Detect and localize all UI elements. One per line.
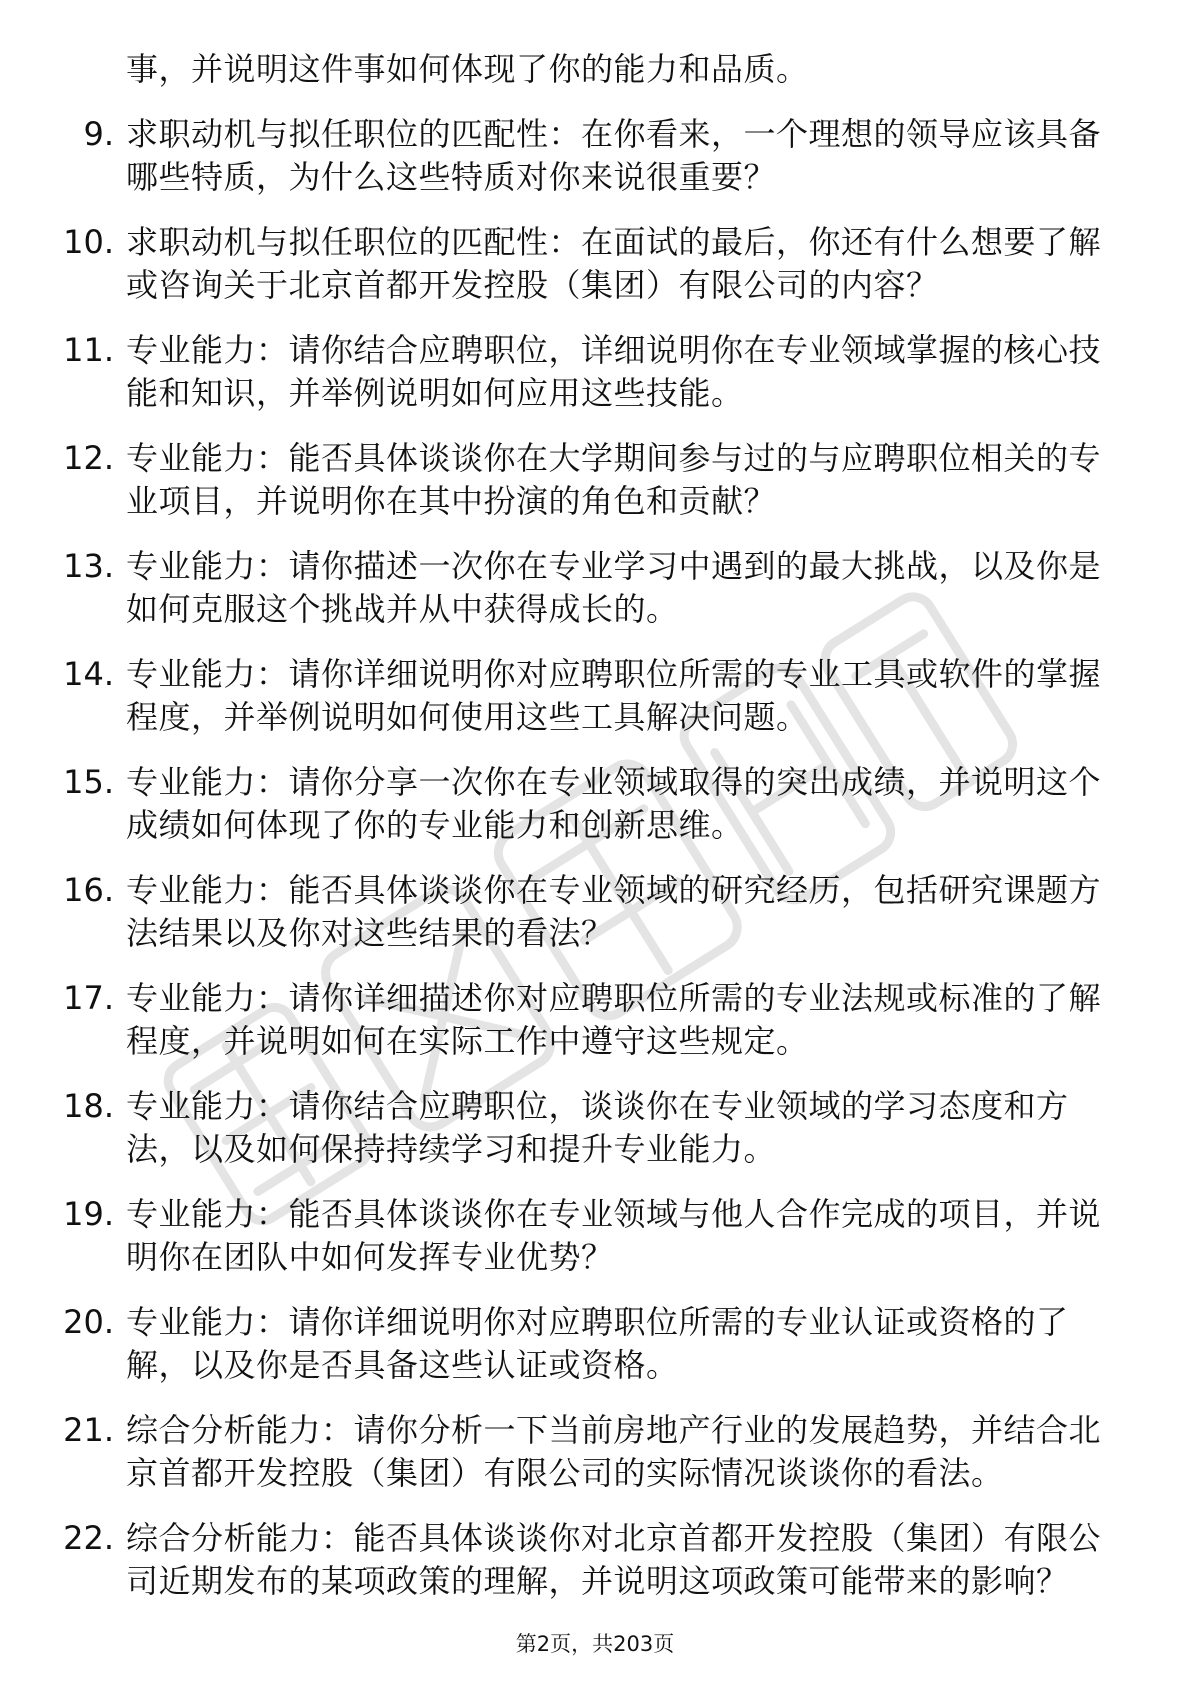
- question-number: 20.: [63, 1303, 114, 1341]
- question-item: [0, 545, 1190, 631]
- question-number: 13.: [63, 547, 114, 585]
- question-number: 19.: [63, 1195, 114, 1233]
- page-number-footer: 第2页，共203页: [515, 1632, 675, 1656]
- question-number: 22.: [63, 1519, 114, 1557]
- question-item: [0, 329, 1190, 415]
- question-text: 专业能力：能否具体谈谈你在专业领域的研究经历，包括研究课题方法结果以及你对这些结果的看法？: [126, 871, 1102, 952]
- question-number: 9.: [83, 115, 114, 153]
- question-item: [0, 1517, 1190, 1603]
- question-item: [0, 1193, 1190, 1279]
- question-text: 专业能力：请你结合应聘职位，详细说明你在专业领域掌握的核心技能和知识，并举例说明如何应用这些技能。: [126, 331, 1102, 412]
- question-text: 综合分析能力：请你分析一下当前房地产行业的发展趋势，并结合北京首都开发控股（集团）有限公司的实际情况谈谈你的看法。: [126, 1411, 1102, 1492]
- question-text: 求职动机与拟任职位的匹配性：在面试的最后，你还有什么想要了解或咨询关于北京首都开发控股（集团）有限公司的内容？: [126, 223, 1102, 304]
- question-item: [0, 113, 1190, 199]
- question-number: 14.: [63, 655, 114, 693]
- question-text: 专业能力：请你详细说明你对应聘职位所需的专业工具或软件的掌握程度，并举例说明如何使用这些工具解决问题。: [126, 655, 1102, 736]
- question-item: [0, 761, 1190, 847]
- question-text: 专业能力：请你分享一次你在专业领域取得的突出成绩，并说明这个成绩如何体现了你的专业能力和创新思维。: [126, 763, 1102, 844]
- question-number: 12.: [63, 439, 114, 477]
- question-item: [0, 977, 1190, 1063]
- question-text: 专业能力：能否具体谈谈你在大学期间参与过的与应聘职位相关的专业项目，并说明你在其中扮演的角色和贡献？: [126, 439, 1102, 520]
- question-text: 专业能力：请你详细说明你对应聘职位所需的专业认证或资格的了解，以及你是否具备这些认证或资格。: [126, 1303, 1069, 1384]
- question-text: 求职动机与拟任职位的匹配性：在你看来，一个理想的领导应该具备哪些特质，为什么这些特质对你来说很重要？: [126, 115, 1102, 196]
- question-text: 专业能力：请你详细描述你对应聘职位所需的专业法规或标准的了解程度，并说明如何在实际工作中遵守这些规定。: [126, 979, 1102, 1060]
- question-item: [0, 1085, 1190, 1171]
- question-number: 10.: [63, 223, 114, 261]
- question-item: [0, 437, 1190, 523]
- question-list: [0, 113, 1190, 1625]
- question-number: 16.: [63, 871, 114, 909]
- question-number: 17.: [63, 979, 114, 1017]
- continuation-text: 事，并说明这件事如何体现了你的能力和品质。: [126, 50, 809, 88]
- question-number: 21.: [63, 1411, 114, 1449]
- question-item: [0, 869, 1190, 955]
- question-text: 综合分析能力：能否具体谈谈你对北京首都开发控股（集团）有限公司近期发布的某项政策的理解，并说明这项政策可能带来的影响？: [126, 1519, 1102, 1600]
- question-item: [0, 1301, 1190, 1387]
- question-number: 15.: [63, 763, 114, 801]
- question-number: 18.: [63, 1087, 114, 1125]
- question-item: [0, 221, 1190, 307]
- question-number: 11.: [63, 331, 114, 369]
- question-text: 专业能力：能否具体谈谈你在专业领域与他人合作完成的项目，并说明你在团队中如何发挥专业优势？: [126, 1195, 1102, 1276]
- question-text: 专业能力：请你结合应聘职位，谈谈你在专业领域的学习态度和方法，以及如何保持持续学习和提升专业能力。: [126, 1087, 1069, 1168]
- question-text: 专业能力：请你描述一次你在专业学习中遇到的最大挑战，以及你是如何克服这个挑战并从中获得成长的。: [126, 547, 1102, 628]
- question-item: [0, 1409, 1190, 1495]
- question-item: [0, 653, 1190, 739]
